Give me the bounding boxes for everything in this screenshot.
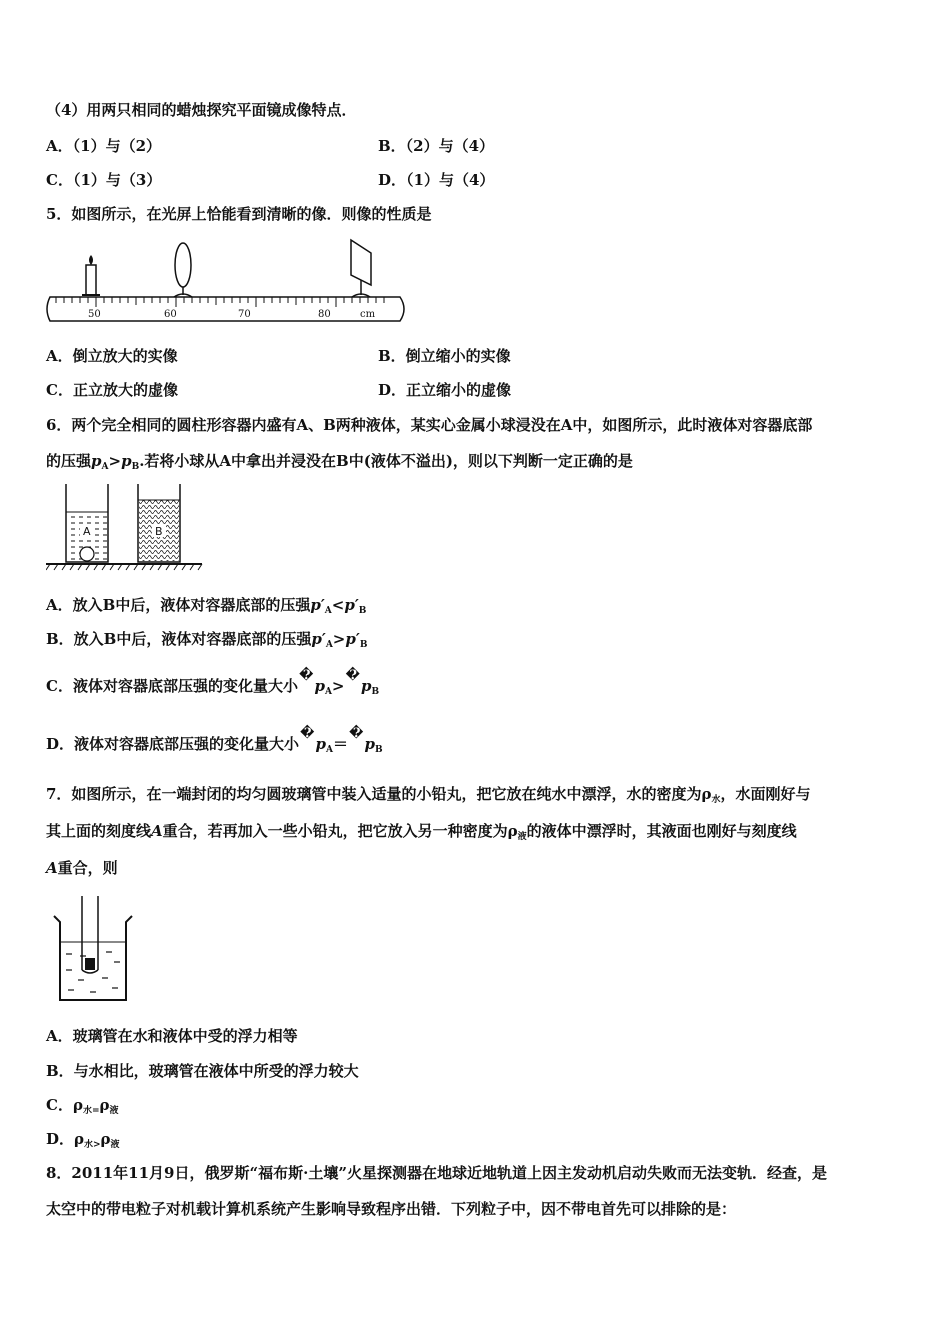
convex-lens-icon [174, 243, 192, 297]
optical-bench-figure [46, 235, 410, 330]
tick-60: 60 [164, 309, 177, 320]
beaker-figure [50, 896, 140, 1006]
q5-option-b[interactable]: B．倒立缩小的实像 [378, 347, 511, 365]
q4-option-c[interactable]: C．（1）与（3） [46, 171, 162, 189]
containers-figure [46, 484, 206, 574]
q4-option-b[interactable]: B．（2）与（4） [378, 137, 495, 155]
glass-tube [82, 896, 98, 973]
container-a [66, 484, 108, 562]
q7-option-d[interactable]: D．$\rho_{水>}\rho_液$ [46, 1130, 120, 1150]
q7-stem-line1: 7．如图所示，在一端封闭的均匀圆玻璃管中装入适量的小铅丸，把它放在纯水中漂浮，水的密度为$\rho_水$，水面刚好与 [46, 785, 811, 805]
q6-option-d[interactable]: D．液体对容器底部压强的变化量大小$�p_A=�p_B$ [46, 726, 383, 755]
q7-option-b[interactable]: B．与水相比，玻璃管在液体中所受的浮力较大 [46, 1062, 359, 1080]
q4-option-a[interactable]: A．（1）与（2） [46, 137, 162, 155]
label-b: B [155, 525, 163, 538]
label-a: A [83, 525, 91, 538]
metal-ball [80, 547, 94, 561]
tick-80: 80 [318, 309, 331, 320]
q7-stem-line3: A重合，则 [46, 859, 118, 877]
q6-option-a[interactable]: A．放入B中后，液体对容器底部的压强$p'_A<p'_B$ [46, 596, 367, 616]
q6-stem-line1: 6．两个完全相同的圆柱形容器内盛有A、B两种液体，某实心金属小球浸没在A中，如图所示，此时液体对容器底部 [46, 416, 813, 434]
q6-option-b[interactable]: B．放入B中后，液体对容器底部的压强$p'_A>p'_B$ [46, 630, 368, 650]
container-b [138, 484, 180, 562]
q5-stem: 5．如图所示，在光屏上恰能看到清晰的像．则像的性质是 [46, 205, 432, 223]
light-screen-icon [351, 240, 371, 297]
q6-stem-line2: 的压强$p_A>p_B$.若将小球从A中拿出并浸没在B中(液体不溢出)，则以下判断一定正确的是 [46, 452, 633, 472]
ground-hatch [46, 564, 202, 570]
tick-unit: cm [360, 309, 376, 320]
q4-item-4: （4）用两只相同的蜡烛探究平面镜成像特点． [46, 101, 357, 119]
q4-option-d[interactable]: D．（1）与（4） [378, 171, 495, 189]
q5-option-a[interactable]: A．倒立放大的实像 [46, 347, 178, 365]
lead-shot [85, 958, 95, 970]
q7-option-a[interactable]: A．玻璃管在水和液体中受的浮力相等 [46, 1027, 298, 1045]
q8-stem-line1: 8．2011年11月9日，俄罗斯“福布斯·土壤”火星探测器在地球近地轨道上因主发动机启动失败而无法变轨．经查，是 [46, 1164, 827, 1182]
q5-option-d[interactable]: D．正立缩小的虚像 [378, 381, 512, 399]
tick-50: 50 [88, 309, 101, 320]
tick-70: 70 [238, 309, 251, 320]
q7-stem-line2: 其上面的刻度线A重合，若再加入一些小铅丸，把它放入另一种密度为$\rho_液$的液体中漂浮时，其液面也刚好与刻度线 [46, 822, 797, 842]
q8-stem-line2: 太空中的带电粒子对机载计算机系统产生影响导致程序出错．下列粒子中，因不带电首先可以排除的是： [46, 1200, 737, 1218]
candle-icon [82, 255, 100, 295]
q6-option-c[interactable]: C．液体对容器底部压强的变化量大小$�p_A>�p_B$ [46, 668, 380, 697]
q5-option-c[interactable]: C．正立放大的虚像 [46, 381, 178, 399]
q7-option-c[interactable]: C．$\rho_{水=}\rho_液$ [46, 1096, 119, 1116]
